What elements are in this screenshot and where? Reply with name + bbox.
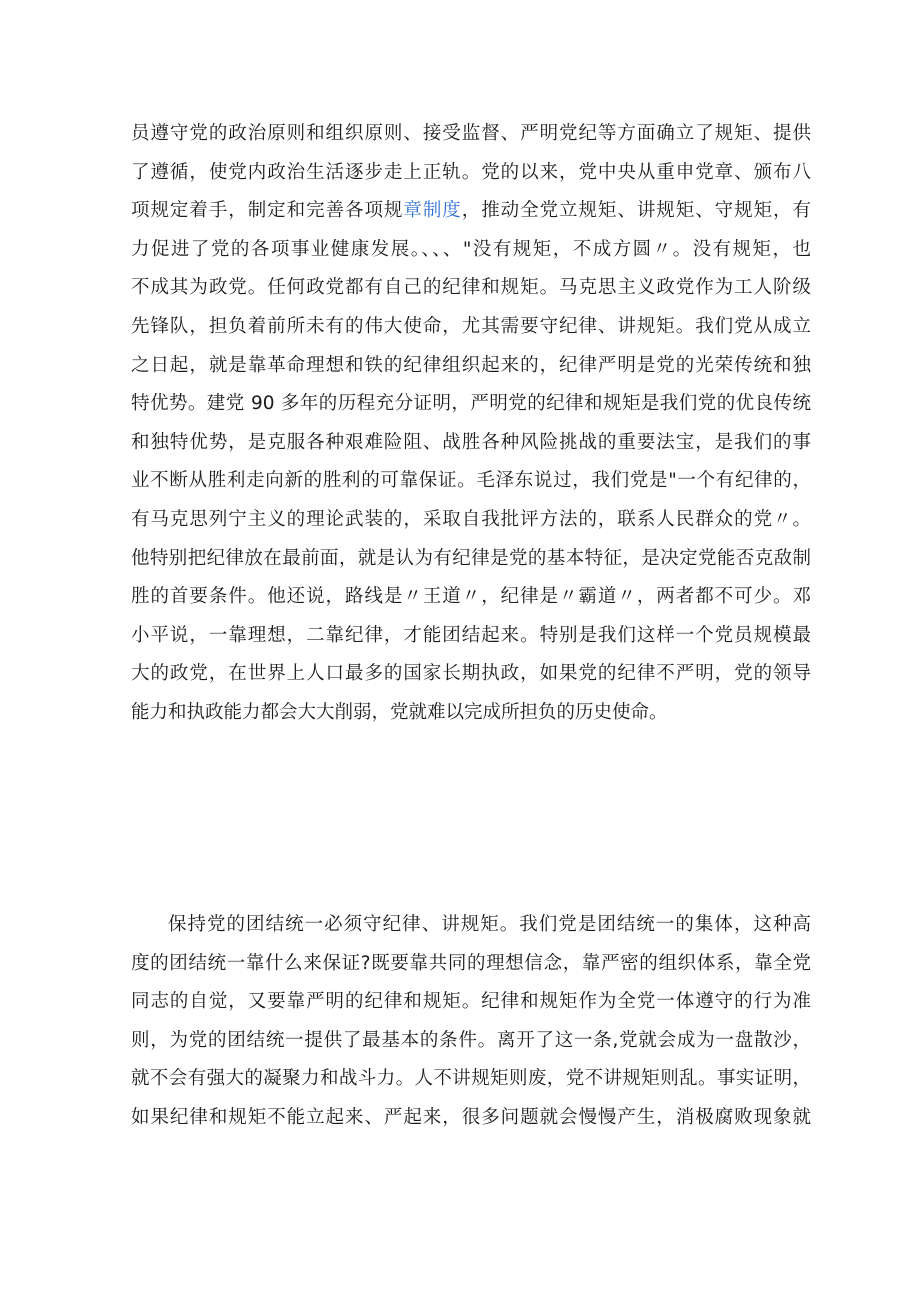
text-line: 有马克思列宁主义的理论武装的，采取自我批评方法的，联系人民群众的党〃。 [131, 508, 811, 530]
text-line: 力促进了党的各项事业健康发展。、、、"没有规矩，不成方圆〃。没有规矩，也 [131, 238, 811, 260]
text-line: 和独特优势，是克服各种艰难险阻、战胜各种风险挑战的重要法宝，是我们的事 [131, 431, 811, 453]
text-line: 不成其为政党。任何政党都有自己的纪律和规矩。马克思主义政党作为工人阶级 [131, 277, 811, 299]
text-line: 了遵循，使党内政治生活逐步走上正轨。党的以来，党中央从重申党章、颁布八 [131, 161, 811, 183]
text-line: 同志的自觉，又要靠严明的纪律和规矩。纪律和规矩作为全党一体遵守的行为准 [131, 991, 811, 1013]
text-line [131, 192, 811, 231]
paragraph-1 [131, 115, 811, 733]
text-line: 能力和执政能力都会大大削弱，党就难以完成所担负的历史使命。 [131, 701, 668, 723]
text-line: 他特别把纪律放在最前面，就是认为有纪律是党的基本特征，是决定党能否克敌制 [131, 547, 811, 569]
text-line: 之日起，就是靠革命理想和铁的纪律组织起来的，纪律严明是党的光荣传统和独 [131, 354, 811, 376]
text-line: 小平说，一靠理想，二靠纪律，才能团结起来。特别是我们这样一个党员规模最 [131, 624, 811, 646]
text-line: 则，为党的团结统一提供了最基本的条件。离开了这一条,党就会成为一盘散沙， [131, 1029, 811, 1051]
text-line: 先锋队，担负着前所未有的伟大使命，尤其需要守纪律、讲规矩。我们党从成立 [131, 315, 811, 337]
text-segment: ，推动全党立规矩、讲规矩、守规矩，有 [461, 200, 811, 222]
text-line: 业不断从胜利走向新的胜利的可靠保证。毛泽东说过，我们党是"一个有纪律的， [131, 470, 811, 492]
paragraph-2 [131, 906, 811, 1138]
text-line: 特优势。建党 90 多年的历程充分证明，严明党的纪律和规矩是我们党的优良传统 [131, 393, 811, 415]
text-line: 胜的首要条件。他还说，路线是〃王道〃，纪律是〃霸道〃，两者都不可少。邓 [131, 586, 811, 608]
text-segment: 项规定着手，制定和完善各项规 [131, 200, 404, 222]
text-line: 员遵守党的政治原则和组织原则、接受监督、严明党纪等方面确立了规矩、提供 [131, 123, 811, 144]
regulation-link[interactable]: 章制度 [403, 200, 462, 222]
text-line: 大的政党，在世界上人口最多的国家长期执政，如果党的纪律不严明，党的领导 [131, 663, 811, 685]
text-line: 如果纪律和规矩不能立起来、严起来，很多问题就会慢慢产生，消极腐败现象就 [131, 1106, 811, 1128]
text-line: 就不会有强大的凝聚力和战斗力。人不讲规矩则废，党不讲规矩则乱。事实证明， [131, 1068, 811, 1090]
text-line: 保持党的团结统一必须守纪律、讲规矩。我们党是团结统一的集体，这种高 [168, 914, 811, 935]
text-line: 度的团结统一靠什么来保证?既要靠共同的理想信念，靠严密的组织体系，靠全党 [131, 952, 811, 974]
